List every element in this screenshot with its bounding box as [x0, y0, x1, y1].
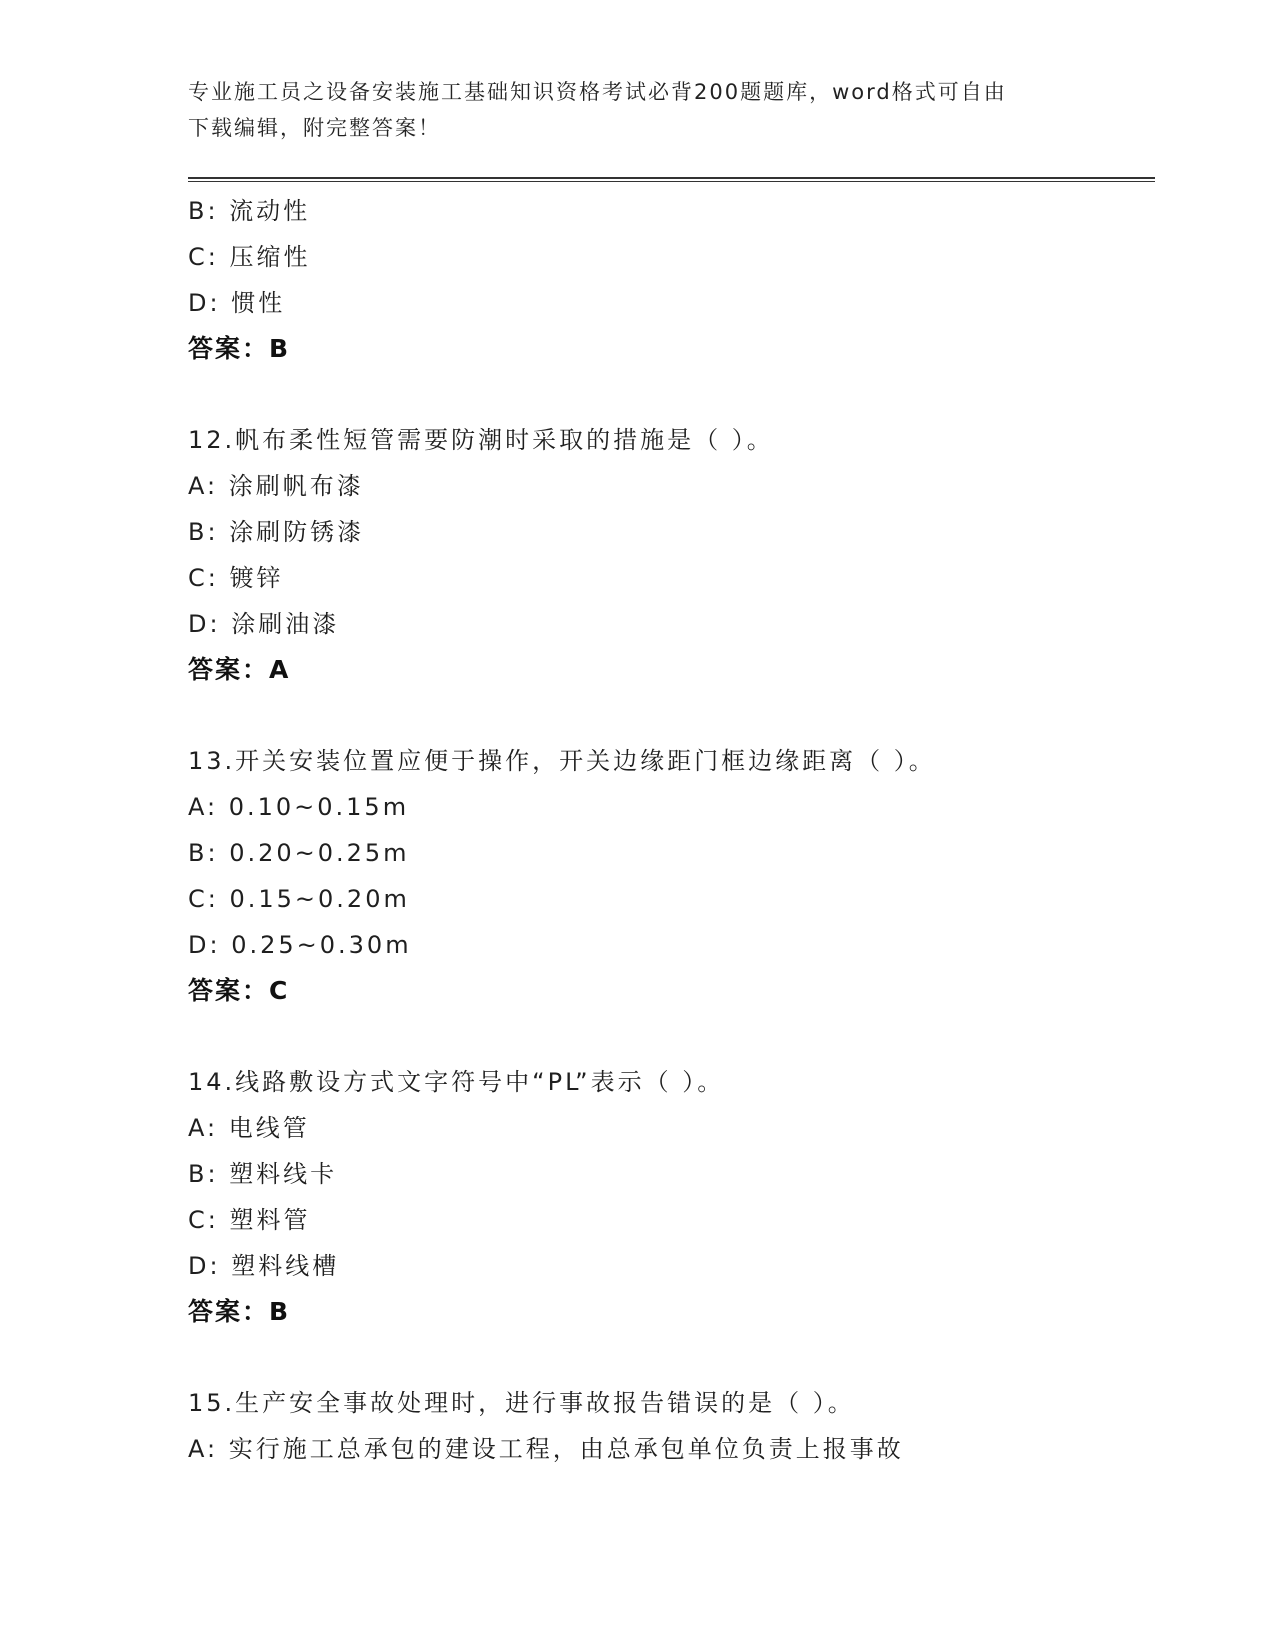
option-separator: : [209, 610, 232, 638]
option-letter: D [188, 1252, 210, 1280]
option-separator: : [207, 243, 230, 271]
option-b [188, 1151, 1148, 1197]
option-text: 惯性 [231, 289, 286, 317]
option-separator: : [209, 931, 232, 959]
option-a [188, 1105, 1148, 1151]
option-letter: B [188, 518, 208, 546]
option-letter: A [188, 472, 207, 500]
option-letter: B [188, 839, 208, 867]
answer-line [188, 326, 1148, 372]
option-c [188, 1197, 1148, 1243]
answer-label: 答案： [188, 976, 270, 1005]
question-number: 14. [188, 1068, 236, 1096]
option-text: 0.15~0.20m [229, 885, 410, 913]
option-b [188, 509, 1148, 555]
option-separator: : [207, 472, 229, 500]
option-letter: D [188, 610, 210, 638]
option-separator: : [207, 793, 229, 821]
option-d [188, 922, 1148, 968]
answer-label: 答案： [188, 655, 270, 684]
option-letter: C [188, 1206, 208, 1234]
option-letter: B [188, 1160, 208, 1188]
question-block-14 [188, 1059, 1148, 1335]
option-separator: : [207, 518, 230, 546]
option-text: 0.25~0.30m [231, 931, 412, 959]
header-title-line-1: 专业施工员之设备安装施工基础知识资格考试必背200题题库，word格式可自由 [188, 80, 1007, 104]
option-text: 涂刷防锈漆 [229, 518, 365, 546]
answer-line [188, 647, 1148, 693]
option-text: 电线管 [228, 1114, 310, 1142]
option-c [188, 234, 1148, 280]
option-text: 流动性 [229, 197, 311, 225]
question-list [188, 188, 1148, 1472]
question-stem [188, 417, 1148, 463]
answer-value: A [269, 655, 291, 684]
header-title-line-2: 下载编辑，附完整答案！ [188, 116, 441, 140]
option-separator: : [207, 564, 230, 592]
option-a [188, 463, 1148, 509]
option-letter: C [188, 564, 208, 592]
option-separator: : [207, 1160, 230, 1188]
question-block-previous [188, 188, 1148, 372]
option-separator: : [207, 1206, 230, 1234]
option-letter: C [188, 243, 208, 271]
option-text: 0.20~0.25m [229, 839, 410, 867]
option-c [188, 555, 1148, 601]
option-text: 0.10~0.15m [228, 793, 410, 821]
option-a [188, 784, 1148, 830]
option-separator: : [207, 1114, 229, 1142]
header-divider [188, 177, 1155, 182]
option-letter: B [188, 197, 208, 225]
answer-value: B [269, 334, 291, 363]
option-a [188, 1426, 1148, 1472]
option-separator: : [207, 1435, 229, 1463]
answer-label: 答案： [188, 334, 270, 363]
option-text: 塑料线卡 [229, 1160, 338, 1188]
question-stem [188, 738, 1148, 784]
answer-line [188, 968, 1148, 1014]
question-block-13 [188, 738, 1148, 1014]
option-separator: : [209, 289, 232, 317]
option-c [188, 876, 1148, 922]
question-spacer [188, 1335, 1148, 1380]
option-text: 实行施工总承包的建设工程，由总承包单位负责上报事故 [228, 1435, 904, 1463]
option-text: 涂刷帆布漆 [228, 472, 364, 500]
option-b [188, 188, 1148, 234]
question-number: 15. [188, 1389, 236, 1417]
option-text: 涂刷油漆 [231, 610, 340, 638]
option-d [188, 280, 1148, 326]
option-d [188, 1243, 1148, 1289]
option-separator: : [207, 885, 230, 913]
option-d [188, 601, 1148, 647]
question-block-15 [188, 1380, 1148, 1472]
question-number: 12. [188, 426, 236, 454]
option-text: 塑料管 [229, 1206, 311, 1234]
question-text: 帆布柔性短管需要防潮时采取的措施是（ ）。 [235, 426, 774, 454]
option-letter: A [188, 1435, 207, 1463]
question-spacer [188, 1014, 1148, 1059]
question-text: 线路敷设方式文字符号中“PL”表示（ ）。 [235, 1068, 725, 1096]
question-text: 生产安全事故处理时，进行事故报告错误的是（ ）。 [235, 1389, 855, 1417]
option-letter: D [188, 931, 210, 959]
question-stem [188, 1380, 1148, 1426]
question-spacer [188, 372, 1148, 417]
answer-label: 答案： [188, 1297, 270, 1326]
option-letter: A [188, 793, 207, 821]
option-separator: : [209, 1252, 232, 1280]
question-spacer [188, 693, 1148, 738]
question-block-12 [188, 417, 1148, 693]
option-letter: A [188, 1114, 207, 1142]
document-header [188, 74, 1088, 146]
option-letter: D [188, 289, 210, 317]
option-b [188, 830, 1148, 876]
question-text: 开关安装位置应便于操作，开关边缘距门框边缘距离（ ）。 [235, 747, 936, 775]
option-text: 镀锌 [229, 564, 284, 592]
option-separator: : [207, 197, 230, 225]
option-text: 压缩性 [229, 243, 311, 271]
option-text: 塑料线槽 [231, 1252, 340, 1280]
option-separator: : [207, 839, 230, 867]
answer-line [188, 1289, 1148, 1335]
answer-value: C [269, 976, 290, 1005]
question-number: 13. [188, 747, 236, 775]
question-stem [188, 1059, 1148, 1105]
answer-value: B [269, 1297, 291, 1326]
option-letter: C [188, 885, 208, 913]
